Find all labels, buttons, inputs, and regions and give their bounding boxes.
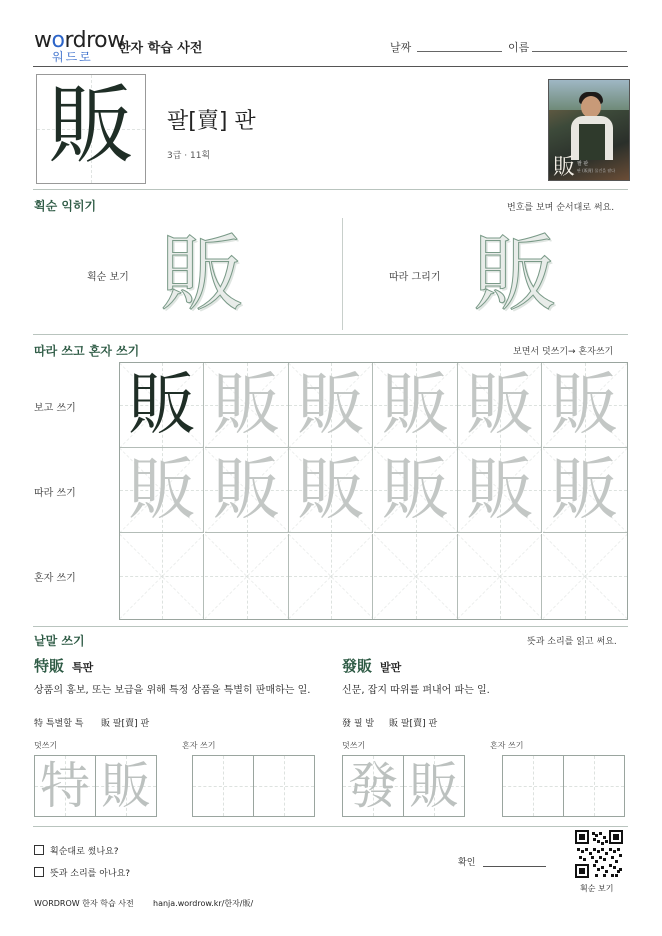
word-hanja: 發販 (342, 657, 373, 675)
word-trace-char: 販 (101, 757, 151, 815)
date-field[interactable] (417, 51, 502, 52)
practice-char: 販 (296, 451, 365, 531)
word-char-info: 特 특별할 특 (34, 719, 84, 729)
header-divider (33, 66, 628, 67)
stroke-section-title: 획순 익히기 (34, 199, 97, 213)
word-trace-label: 덧쓰기 (342, 741, 366, 750)
words-section-title: 낱말 쓰기 (34, 634, 85, 648)
hero-meta: 3급 · 11획 (167, 151, 211, 161)
stroke-divider (342, 218, 343, 330)
practice-cell[interactable] (289, 363, 373, 448)
checklist-item[interactable] (34, 866, 130, 879)
hero-char: 販 (48, 76, 134, 176)
stroke-trace-char: 販 (473, 225, 558, 323)
footer-brand: WORDROW 한자 학습 사전 (34, 899, 134, 908)
practice-cell[interactable] (458, 363, 542, 448)
practice-char: 販 (212, 451, 281, 531)
checkbox[interactable] (34, 867, 44, 877)
practice-char (374, 534, 458, 619)
practice-char: 販 (550, 451, 619, 531)
word-trace-box[interactable] (342, 755, 404, 817)
practice-char (458, 534, 542, 619)
practice-cell[interactable] (120, 448, 204, 533)
practice-cell[interactable] (374, 534, 458, 619)
practice-char: 販 (127, 366, 196, 445)
word-trace-char: 發 (348, 757, 398, 815)
word-trace-char: 特 (40, 757, 90, 815)
practice-cell[interactable] (120, 363, 204, 448)
confirm-label: 확인 (458, 858, 476, 868)
practice-cell[interactable] (374, 448, 458, 533)
hero-illustration (548, 79, 630, 181)
word-description: 신문, 잡지 따위를 펴내어 파는 일. (342, 685, 490, 696)
practice-cell[interactable] (458, 534, 542, 619)
stroke-order-char: 販 (160, 225, 245, 323)
practice-char (120, 534, 204, 619)
practice-cell[interactable] (289, 448, 373, 533)
qr-label: 획순 보기 (580, 884, 614, 893)
practice-row-label: 보고 쓰기 (34, 403, 76, 414)
words-section-hint: 뜻과 소리를 읽고 써요. (527, 637, 617, 647)
practice-char (543, 534, 627, 619)
word-char-info: 販 팔[賣] 판 (389, 719, 438, 729)
practice-cell[interactable] (543, 363, 627, 448)
checklist-item[interactable] (34, 844, 119, 857)
word-solo-box[interactable] (253, 755, 315, 817)
practice-grid (119, 362, 628, 620)
checkbox[interactable] (34, 845, 44, 855)
practice-cell[interactable] (543, 534, 627, 619)
word-reading: 발판 (380, 661, 402, 674)
name-label: 이름 (508, 41, 530, 54)
site-title: 한자 학습 사전 (118, 41, 203, 56)
word-solo-box[interactable] (563, 755, 625, 817)
hero-meaning: 팔[賣] 판 (167, 109, 256, 134)
confirm-signature-line[interactable] (483, 866, 546, 867)
word-trace-box[interactable] (403, 755, 465, 817)
illustration-line2: 판 (販賣) 물건을 팔다 (577, 168, 616, 173)
word-trace-box[interactable] (34, 755, 96, 817)
practice-char: 販 (296, 366, 365, 445)
practice-char: 販 (465, 451, 534, 531)
checklist-label: 획순대로 썼나요? (50, 847, 119, 857)
illustration-line1: 팔 판 (577, 161, 589, 167)
word-char-info: 發 필 발 (342, 719, 375, 729)
stroke-trace-label: 따라 그리기 (389, 272, 441, 283)
practice-char: 販 (381, 366, 450, 445)
divider (33, 826, 628, 827)
divider (33, 626, 628, 627)
practice-cell[interactable] (205, 363, 289, 448)
word-description: 상품의 홍보, 또는 보급을 위해 특정 상품을 특별히 판매하는 일. (34, 685, 311, 696)
practice-cell[interactable] (120, 534, 204, 619)
divider (33, 189, 628, 190)
practice-section-title: 따라 쓰고 혼자 쓰기 (34, 344, 140, 358)
practice-cell[interactable] (543, 448, 627, 533)
word-trace-char: 販 (409, 757, 459, 815)
name-field[interactable] (532, 51, 627, 52)
practice-char (205, 534, 289, 619)
practice-char: 販 (550, 366, 619, 445)
practice-cell[interactable] (205, 534, 289, 619)
logo-wordmark: wordrow (34, 28, 125, 53)
word-char-info: 販 팔[賣] 판 (101, 719, 150, 729)
footer-url[interactable]: hanja.wordrow.kr/한자/販/ (153, 899, 254, 908)
practice-row-label: 혼자 쓰기 (34, 573, 76, 584)
word-trace-box[interactable] (95, 755, 157, 817)
word-solo-box[interactable] (192, 755, 254, 817)
practice-char: 販 (381, 451, 450, 531)
qr-code[interactable] (575, 830, 623, 878)
practice-section-hint: 보면서 덧쓰기→ 혼자쓰기 (513, 347, 614, 357)
practice-char (289, 534, 373, 619)
stroke-view-label: 획순 보기 (87, 272, 129, 283)
practice-char: 販 (212, 366, 281, 445)
practice-row-label: 따라 쓰기 (34, 488, 76, 499)
word-reading: 특판 (72, 661, 94, 674)
date-label: 날짜 (390, 41, 412, 54)
word-solo-box[interactable] (502, 755, 564, 817)
practice-cell[interactable] (205, 448, 289, 533)
word-trace-label: 덧쓰기 (34, 741, 58, 750)
practice-cell[interactable] (374, 363, 458, 448)
practice-cell[interactable] (289, 534, 373, 619)
checklist-label: 뜻과 소리를 아나요? (50, 869, 131, 879)
illustration-char: 販 (553, 155, 576, 180)
word-hanja: 特販 (34, 657, 65, 675)
stroke-section-hint: 번호를 보며 순서대로 써요. (507, 203, 615, 213)
practice-char: 販 (127, 451, 196, 531)
logo-korean: 워드로 (52, 50, 93, 64)
word-solo-label: 혼자 쓰기 (490, 741, 524, 750)
divider (33, 334, 628, 335)
word-solo-label: 혼자 쓰기 (182, 741, 216, 750)
practice-char: 販 (465, 366, 534, 445)
practice-cell[interactable] (458, 448, 542, 533)
